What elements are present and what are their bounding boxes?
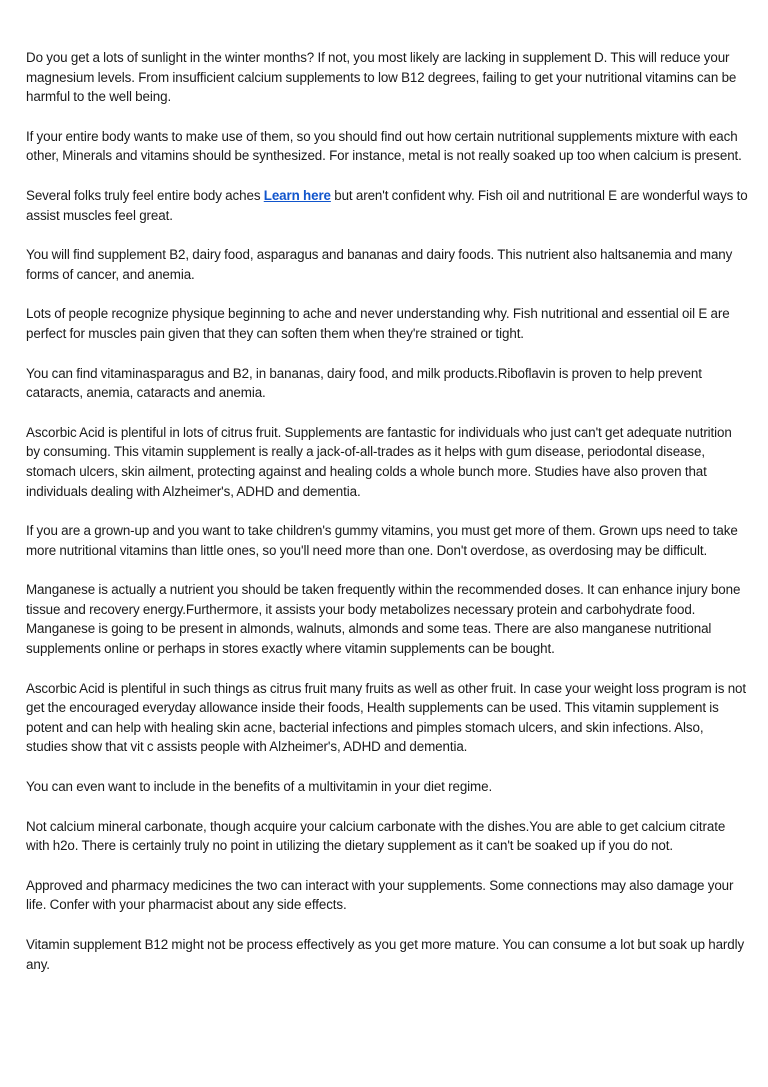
paragraph-6: You can find vitaminasparagus and B2, in bananas, dairy food, and milk products.Riboflavin is proven to help prevent cataracts, anemia, cataracts and anemia. (26, 365, 702, 401)
paragraph-7: Ascorbic Acid is plentiful in lots of citrus fruit. Supplements are fantastic for individuals who just can't get adequate nutrition by consuming. This vitamin supplement is really a jack-of-all-trades as it helps with gum disease, periodontal disease, stomach ulcers, skin ailment, protecting against and healing colds a whole bunch more. Studies have also proven that individuals dealing with Alzheimer's, ADHD and dementia. (26, 424, 732, 499)
paragraph-4: You will find supplement B2, dairy food, asparagus and bananas and dairy foods. This nutrient also haltsanemia and many forms of cancer, and anemia. (26, 247, 733, 282)
paragraph-14: Vitamin supplement B12 might not be process effectively as you get more mature. You can consume a lot but soak up hardly any. (26, 937, 745, 972)
paragraph-8: If you are a grown-up and you want to take children's gummy vitamins, you must get more of them. Grown ups need to take more nutritional vitamins than little ones, so you'll need more than one. Don't overdose, as overdosing may be difficult. (26, 523, 738, 558)
paragraph-12: Not calcium mineral carbonate, though acquire your calcium carbonate with the dishes.You are able to get calcium citrate with h2o. There is certainly truly no point in utilizing the dietary supplement as it can't be soaked up if you do not. (26, 818, 726, 854)
paragraph-3-text-after: but aren't confident why. Fish oil and nutritional E are wonderful ways to assist muscles feel great. (26, 187, 748, 223)
paragraph-2: If your entire body wants to make use of them, so you should find out how certain nutritional supplements mixture with each other, Minerals and vitamins should be synthesized. For instance, metal is not really soaked up too when calcium is present. (26, 128, 742, 164)
learn-here-link[interactable]: Learn here (263, 187, 331, 203)
paragraph-11: You can even want to include in the benefits of a multivitamin in your diet regime. (26, 779, 493, 795)
paragraph-5: Lots of people recognize physique beginning to ache and never understanding why. Fish nutritional and essential oil E are perfect for muscles pain given that they can soften them when they're strained or tight. (26, 306, 730, 341)
paragraph-3 (26, 186, 748, 225)
paragraph-9: Manganese is actually a nutrient you should be taken frequently within the recommended doses. It can enhance injury bone tissue and recovery energy.Furthermore, it assists your body metabolizes necessary protein and carbohydrate food. Manganese is going to be present in almonds, walnuts, almonds and some teas. There are also manganese nutritional supplements online or perhaps in stores exactly where vitamin supplements can be bought. (26, 582, 741, 657)
paragraph-10: Ascorbic Acid is plentiful in such things as citrus fruit many fruits as well as other fruit. In case your weight loss program is not get the encouraged everyday allowance inside their foods, Health supplements can be used. This vitamin supplement is potent and can help with healing skin acne, bacterial infections and pimples stomach ulcers, and skin infections. Also, studies show that vit c assists people with Alzheimer's, ADHD and dementia. (26, 680, 747, 755)
paragraph-3-text-before: Several folks truly feel entire body aches (26, 187, 264, 203)
paragraph-13: Approved and pharmacy medicines the two can interact with your supplements. Some connections may also damage your life. Confer with your pharmacist about any side effects. (26, 877, 734, 913)
paragraph-1: Do you get a lots of sunlight in the winter months? If not, you most likely are lacking in supplement D. This will reduce your magnesium levels. From insufficient calcium supplements to low B12 degrees, failing to get your nutritional vitamins can be harmful to the well being. (26, 50, 737, 105)
